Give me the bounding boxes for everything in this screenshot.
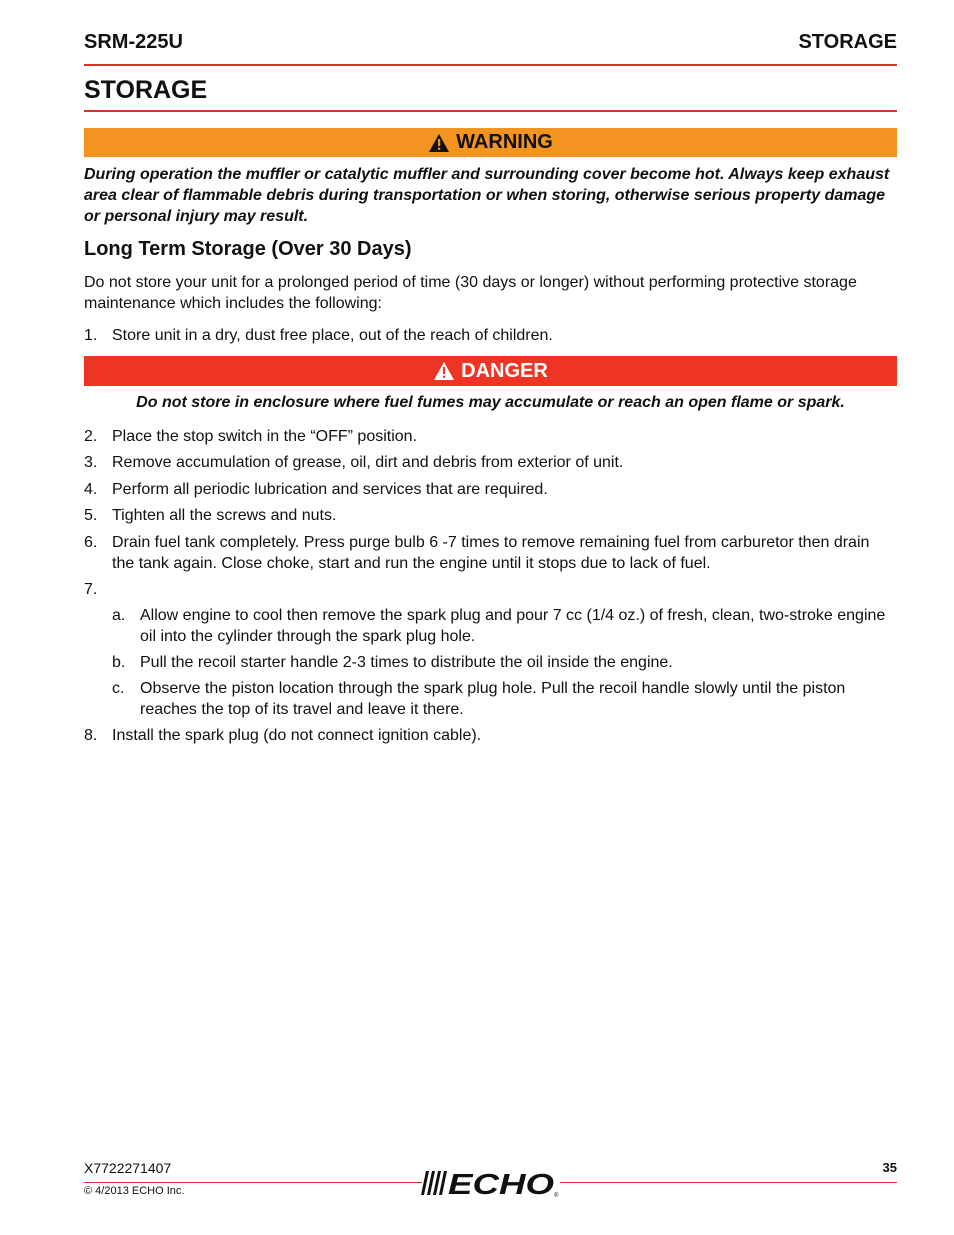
page-header	[84, 31, 897, 59]
svg-text:ECHO: ECHO	[448, 1169, 555, 1199]
warning-label: WARNING	[456, 131, 553, 153]
warning-triangle-icon	[428, 133, 450, 153]
svg-text:®: ®	[554, 1193, 559, 1199]
footer-divider-right	[560, 1182, 897, 1183]
list-item-text: Store unit in a dry, dust free place, out of the reach of children.	[112, 327, 553, 344]
section-title: Long Term Storage (Over 30 Days)	[84, 238, 412, 260]
list-item-number: 1.	[84, 327, 98, 344]
list-item-number: 2.	[84, 428, 98, 445]
list-item-number: 8.	[84, 727, 98, 744]
danger-banner	[84, 356, 897, 386]
sub-list-item-text: Observe the piston location through the spark plug hole. Pull the recoil handle slowly until the piston reaches the top of its travel and leave it there.	[140, 680, 846, 718]
header-section: STORAGE	[798, 31, 897, 53]
sub-list-item-text: Allow engine to cool then remove the spark plug and pour 7 cc (1/4 oz.) of fresh, clean, two-stroke engine oil into the cylinder through the spark plug hole.	[140, 607, 886, 645]
list-item-text: Drain fuel tank completely. Press purge bulb 6 -7 times to remove remaining fuel from carburetor then drain the tank again. Close choke, start and run the engine until it stops due to lack of fuel.	[112, 534, 870, 572]
danger-triangle-icon	[433, 361, 455, 381]
list-item-text: Install the spark plug (do not connect ignition cable).	[112, 727, 482, 744]
header-divider	[84, 64, 897, 66]
list-item-text: Place the stop switch in the “OFF” position.	[112, 428, 418, 445]
sub-list-item-letter: a.	[112, 607, 126, 624]
list-item-number: 4.	[84, 481, 98, 498]
echo-logo	[420, 1167, 560, 1199]
danger-text: Do not store in enclosure where fuel fumes may accumulate or reach an open flame or spark.	[136, 394, 845, 411]
list-item-number: 7.	[84, 581, 98, 598]
list-item-number: 6.	[84, 534, 98, 551]
sub-list-item-letter: c.	[112, 680, 125, 697]
footer-divider-left	[84, 1182, 422, 1183]
list-item-text: Tighten all the screws and nuts.	[112, 507, 337, 524]
page-title: STORAGE	[84, 76, 208, 104]
footer-page-number: 35	[882, 1160, 897, 1175]
list-item-number: 5.	[84, 507, 98, 524]
intro-paragraph: Do not store your unit for a prolonged period of time (30 days or longer) without performing protective storage maintenance which includes the following:	[84, 274, 857, 312]
list-item-text: Remove accumulation of grease, oil, dirt and debris from exterior of unit.	[112, 454, 624, 471]
danger-label: DANGER	[461, 359, 548, 382]
sub-list-item-letter: b.	[112, 654, 126, 671]
footer-copyright: © 4/2013 ECHO Inc.	[84, 1185, 185, 1197]
title-divider	[84, 110, 897, 112]
list-item-number: 3.	[84, 454, 98, 471]
list-item-text: Perform all periodic lubrication and services that are required.	[112, 481, 548, 498]
header-model: SRM-225U	[84, 31, 183, 53]
warning-text: During operation the muffler or catalytic muffler and surrounding cover become hot. Always keep exhaust area clear of flammable debris during transportation or when storing, otherwise serious property damage or personal injury may result.	[84, 166, 890, 225]
sub-list-item-text: Pull the recoil starter handle 2-3 times to distribute the oil inside the engine.	[140, 654, 673, 671]
footer-part-number: X7722271407	[84, 1160, 172, 1176]
warning-banner	[84, 128, 897, 157]
